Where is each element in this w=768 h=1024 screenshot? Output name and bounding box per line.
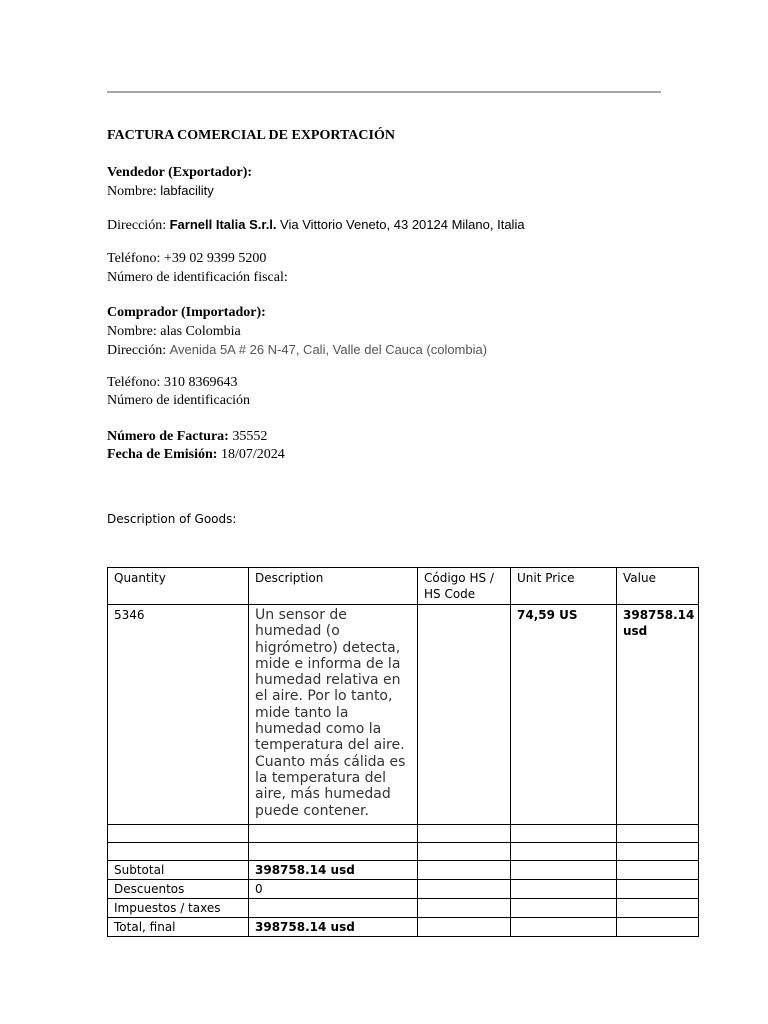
total-row	[108, 918, 699, 937]
goods-label: Description of Goods:	[107, 512, 237, 526]
table-row-empty	[108, 825, 699, 843]
invoice-number	[107, 428, 267, 445]
buyer-address-label: Dirección:	[107, 343, 167, 358]
seller-name	[107, 182, 214, 200]
header-value: Value	[617, 568, 699, 605]
invoice-date	[107, 446, 285, 463]
buyer-phone-label: Teléfono:	[107, 375, 161, 390]
table-row-empty	[108, 843, 699, 861]
buyer-name-label: Nombre:	[107, 324, 157, 339]
buyer-heading: Comprador (Importador):	[107, 305, 266, 320]
seller-phone-label: Teléfono:	[107, 251, 161, 266]
item-quantity: 5346	[108, 605, 249, 825]
buyer-name	[107, 323, 241, 340]
buyer-id: Número de identificación	[107, 393, 251, 408]
header-description: Description	[249, 568, 418, 605]
item-hs-code	[418, 605, 511, 825]
seller-phone	[107, 250, 266, 267]
seller-name-value: labfacility	[160, 183, 214, 198]
discounts-label: Descuentos	[108, 880, 249, 899]
taxes-row	[108, 899, 699, 918]
seller-address-value: Via Vittorio Veneto, 43 20124 Milano, Italia	[280, 217, 525, 232]
seller-company: Farnell Italia S.r.l.	[169, 217, 277, 232]
buyer-phone-value: 310 8369643	[163, 375, 238, 390]
seller-phone-value: +39 02 9399 5200	[163, 251, 267, 266]
seller-heading: Vendedor (Exportador):	[107, 165, 253, 180]
invoice-number-label: Número de Factura:	[107, 429, 229, 444]
total-label: Total, final	[108, 918, 249, 937]
document-title: FACTURA COMERCIAL DE EXPORTACIÓN	[107, 128, 395, 143]
seller-address	[107, 216, 525, 234]
buyer-address-value: Avenida 5A # 26 N-47, Cali, Valle del Cauca (colombia)	[169, 342, 488, 357]
table-row	[108, 605, 699, 825]
goods-table	[107, 567, 699, 937]
subtotal-row	[108, 861, 699, 880]
table-header-row	[108, 568, 699, 605]
header-quantity: Quantity	[108, 568, 249, 605]
buyer-phone	[107, 374, 237, 391]
taxes-value	[249, 899, 418, 918]
taxes-label: Impuestos / taxes	[108, 899, 249, 918]
header-rule	[107, 91, 661, 93]
subtotal-value: 398758.14 usd	[249, 861, 418, 880]
buyer-name-value: alas Colombia	[160, 324, 241, 339]
discounts-value: 0	[249, 880, 418, 899]
buyer-address	[107, 341, 487, 359]
item-unit-price: 74,59 US	[511, 605, 617, 825]
invoice-date-value: 18/07/2024	[220, 447, 285, 462]
total-value: 398758.14 usd	[249, 918, 418, 937]
discounts-row	[108, 880, 699, 899]
seller-tax-id: Número de identificación fiscal:	[107, 270, 288, 285]
seller-address-label: Dirección:	[107, 218, 167, 233]
header-hs-code: Código HS / HS Code	[418, 568, 511, 605]
header-unit-price: Unit Price	[511, 568, 617, 605]
item-description: Un sensor de humedad (o higrómetro) detecta, mide e informa de la humedad relativa en el aire. Por lo tanto, mide tanto la humedad como la temperatura del aire. Cuanto más cálida es la temperatura del aire, más humedad puede contener.	[249, 605, 418, 825]
invoice-number-value: 35552	[232, 429, 268, 444]
item-value: 398758.14 usd	[617, 605, 699, 825]
subtotal-label: Subtotal	[108, 861, 249, 880]
seller-name-label: Nombre:	[107, 184, 157, 199]
invoice-date-label: Fecha de Emisión:	[107, 447, 218, 462]
